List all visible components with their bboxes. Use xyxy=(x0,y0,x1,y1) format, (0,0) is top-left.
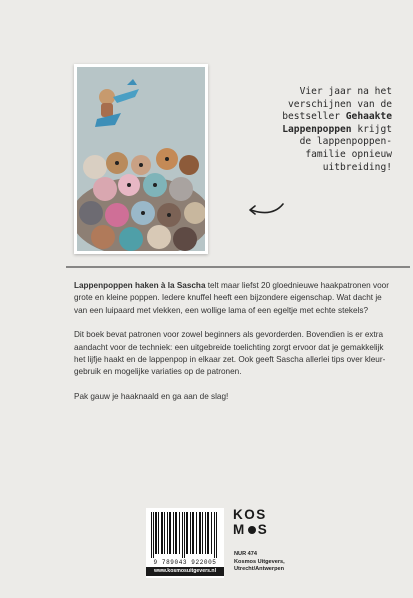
blurb-paragraph xyxy=(74,280,392,317)
nur-code: NUR 474 xyxy=(234,551,258,557)
blurb xyxy=(74,280,392,415)
publisher-city: Utrecht/Antwerpen xyxy=(234,566,285,573)
quote-line: de lappenpoppen- xyxy=(299,136,392,148)
barcode-bars xyxy=(146,508,224,558)
logo-letter: M xyxy=(233,522,246,537)
quote-line: uitbreiding! xyxy=(322,161,392,173)
divider-line xyxy=(66,264,410,270)
book-title: Lappenpoppen haken à la Sascha xyxy=(74,281,206,290)
quote-line xyxy=(230,124,392,137)
blurb-text: telt maar liefst 20 gloednieuwe haakpatronen voor grote en kleine poppen. Iedere knuffel heeft een bijzondere eigenschap. Wat dacht je van een luipaard met vlekken, een wollige lama of een egeltje met echte stekels? xyxy=(74,281,389,315)
blurb-paragraph: Dit boek bevat patronen voor zowel beginners als gevorderden. Bovendien is er extra aandacht voor de techniek: een uitgebreide toelichting zorgt ervoor dat je gemakkelijk het lijfje haakt en de lappenpop in elkaar zet. Ook geeft Sascha allerlei tips over kleurgebruik en mogelijke variaties op de patronen. xyxy=(74,330,386,377)
quote-book-title: Gehaakte xyxy=(345,111,392,123)
logo-letter: S xyxy=(257,522,269,537)
kosmos-logo xyxy=(233,507,273,541)
hand-drawn-arrow-icon xyxy=(245,196,285,218)
logo-row-bottom xyxy=(233,522,273,537)
quote-book-title: Lappenpoppen xyxy=(282,123,352,135)
quote-text: bestseller xyxy=(282,111,346,123)
crochet-dolls-illustration xyxy=(77,67,205,251)
imprint xyxy=(234,551,285,574)
publisher-name: Kosmos Uitgevers, xyxy=(234,558,285,565)
quote-line xyxy=(230,111,392,124)
quote-text: krijgt xyxy=(351,123,392,135)
logo-row-top: KOS xyxy=(233,507,267,522)
photo-frame xyxy=(74,64,208,254)
isbn-number: 9 789043 922005 xyxy=(153,559,217,566)
quote-line: verschijnen van de xyxy=(288,98,392,110)
logo-dot-icon xyxy=(248,526,256,534)
cover-photo xyxy=(77,67,205,251)
tagline-quote xyxy=(230,86,392,174)
blurb-paragraph: Pak gauw je haaknaald en ga aan de slag! xyxy=(74,391,229,401)
quote-line: Vier jaar na het xyxy=(299,86,392,97)
publisher-url: www.kosmosuitgevers.nl xyxy=(146,567,224,576)
quote-line: familie opnieuw xyxy=(305,148,392,160)
